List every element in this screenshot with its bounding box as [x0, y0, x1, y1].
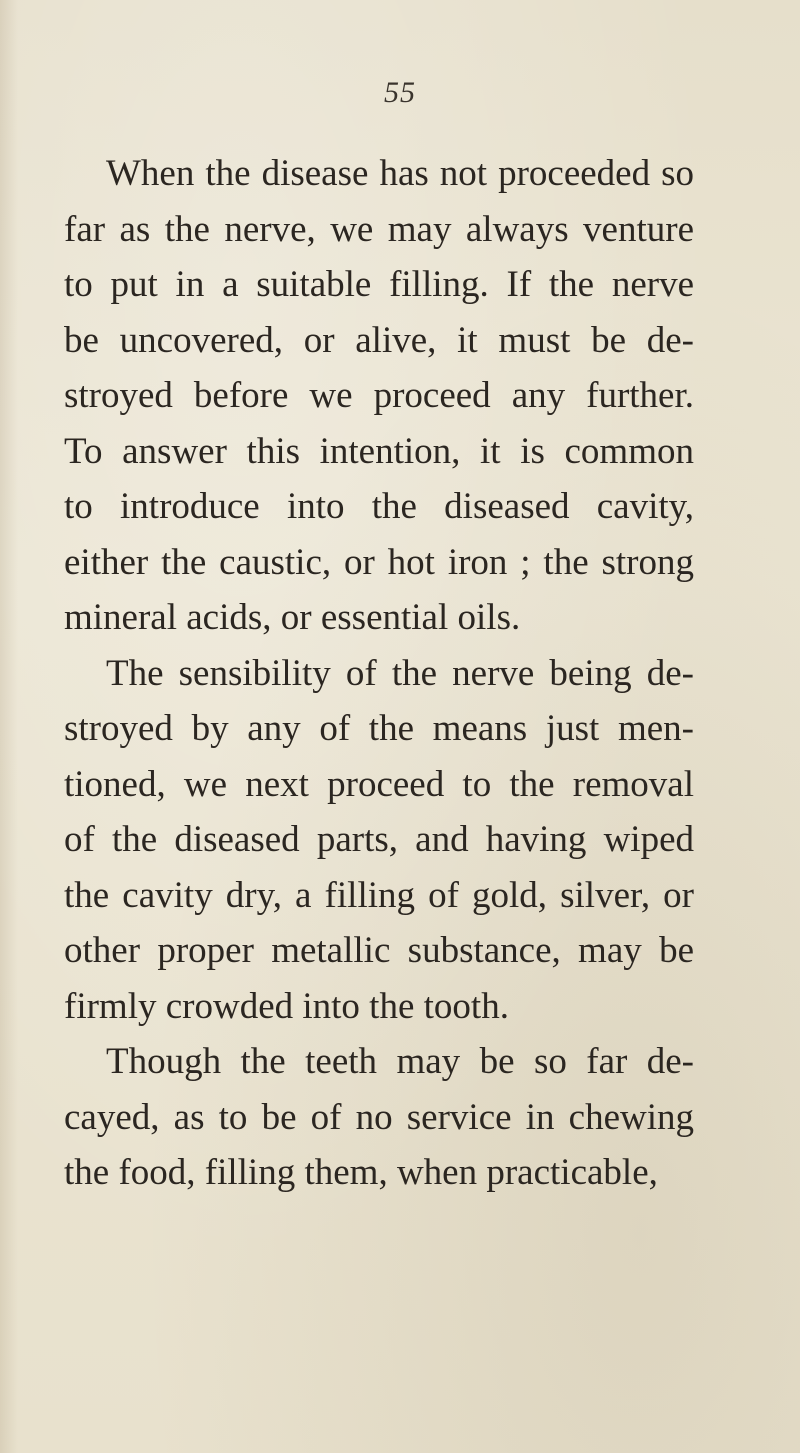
text-line: mineral acids, or essential oils.	[64, 597, 521, 638]
text-line: cayed, as to be of no service in chewing	[64, 1096, 694, 1138]
text-line: either the caustic, or hot iron ; the strong	[64, 541, 694, 583]
text-line: Though the teeth may be so far de-	[106, 1041, 694, 1082]
page-number: 55	[384, 76, 416, 109]
text-line: firmly crowded into the tooth.	[64, 985, 509, 1027]
text-line: stroyed by any of the means just men-	[64, 708, 694, 749]
text-line: of the diseased parts, and having wiped	[64, 819, 694, 860]
text-line: far as the nerve, we may always venture	[64, 208, 694, 250]
text-line: be uncovered, or alive, it must be de-	[64, 319, 694, 361]
text-line: tioned, we next proceed to the removal	[64, 763, 694, 805]
text-line: the food, filling them, when practicable,	[64, 1152, 658, 1193]
text-line: to put in a suitable filling. If the nerve	[64, 264, 694, 305]
text-line: The sensibility of the nerve being de-	[106, 652, 694, 694]
page-edge-shadow	[0, 0, 18, 1453]
body-text	[64, 146, 694, 1201]
text-line: When the disease has not proceeded so	[106, 153, 694, 194]
text-line: to introduce into the diseased cavity,	[64, 486, 694, 527]
text-line: other proper metallic substance, may be	[64, 930, 694, 971]
text-line: the cavity dry, a filling of gold, silver, or	[64, 874, 694, 916]
text-line: stroyed before we proceed any further.	[64, 375, 694, 416]
text-line: To answer this intention, it is common	[64, 430, 694, 472]
